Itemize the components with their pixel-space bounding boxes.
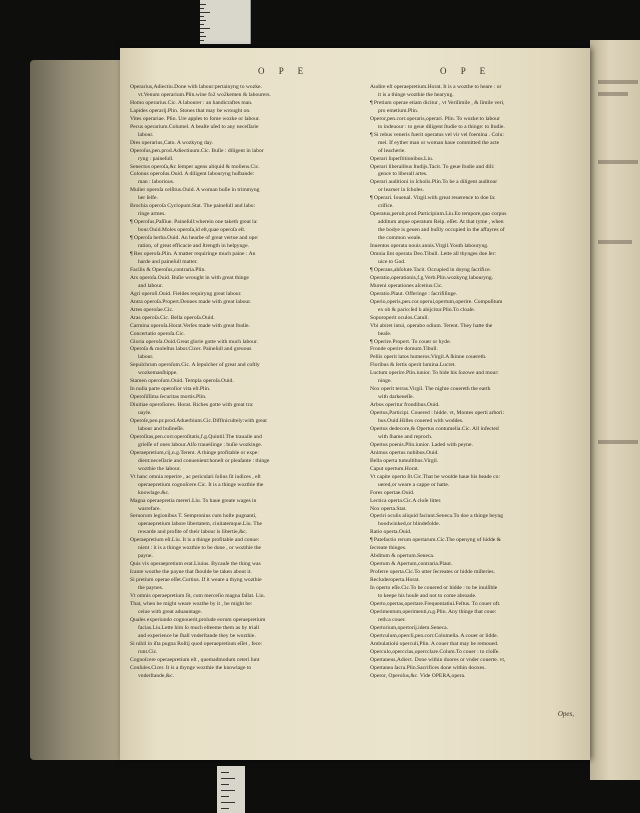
text-line: Operatus,perult.prod.Participium.Liu.Eo tempore,quo corpus — [370, 211, 507, 218]
facing-page — [590, 40, 640, 780]
text-line: Opertus poenis.Plin.iunior. Laded with peyne. — [370, 441, 473, 448]
text-line: Operari auditioni in ſcholis.Plin.To be a diligent auditour — [370, 179, 498, 186]
text-line: knowlage.&c. — [138, 489, 170, 496]
text-line: Dies operarius,Cato. A wozkyng day. — [130, 139, 214, 146]
text-line: pro emetium.Plin. — [378, 107, 419, 114]
text-line: Brochia operoſa Cyclopum.Stat. The paineſull and labo: — [130, 203, 256, 210]
text-line: Caput opertum.Horat. — [370, 465, 419, 472]
text-line: Animus opertus nubibus.Ouid. — [370, 449, 439, 456]
text-line: wozkemanſhippe. — [138, 370, 178, 377]
text-line: Opertus,Participi. Couered : hidde. vt, Montes operti arbori: — [370, 410, 505, 417]
text-line: Opertus dedecore,& Opertus contumelia.Cic. All infected — [370, 425, 499, 432]
text-line: ringe armes. — [138, 211, 166, 218]
text-line: Operor,pen.corr.operaris,operari. Plin. To wozke:to labour — [370, 115, 500, 122]
text-line: In operto eſſe.Cic.To be couered or hidde : to be inuiſible — [370, 585, 498, 592]
text-line: vnderſtande,&c. — [138, 672, 175, 679]
text-line: Operto,opertas,opertare.Frequentatiui.Feſtus. To couer oft. — [370, 600, 501, 607]
text-line: Operor, Operoſus,&c. Vide OPERA,opera. — [370, 672, 466, 679]
text-line: it is a thinge wozthie the hearyng. — [378, 91, 454, 98]
text-line: mel. If eyther man or woman haue committed the acte — [378, 139, 500, 146]
text-line: additum atque operatum Reip. eſſet. At that tyme , when — [378, 219, 504, 226]
text-line: Aras operoſa.Cic. Bella operoſa.Ouid. — [130, 314, 215, 321]
text-line: Si nihil in iſta pugna Roſtij quod operaepretium eſſet , fece: — [130, 640, 263, 647]
text-line: Abditum & opertum.Seneca. — [370, 553, 435, 560]
text-line: Bella operta tumultibus.Virgil. — [370, 457, 439, 464]
text-line: warrefare. — [138, 505, 161, 512]
text-line: or learner in ſcholes. — [378, 187, 424, 194]
text-line: Ambulatiolú operculi,Plin. A couer that may be remoued. — [370, 640, 499, 647]
running-header-right: O P E — [440, 66, 492, 76]
text-line: facias.Liu.Lette him ſo much eſteeme them as by triall — [138, 624, 260, 631]
text-line: Operoſitas,pen.corr.operoſitatis,f.g.Quintil.The trauaile and — [130, 433, 262, 440]
text-line: harde and paineſull matter. — [138, 258, 198, 265]
text-line: Nox operit terras.Virgil. The nighte couereth the earth — [370, 386, 491, 393]
text-line: Opertculum,opercli,pen.corr.Columella. A couer or lidde. — [370, 632, 498, 639]
text-line: gence to liberall artes. — [378, 171, 428, 178]
text-line: Pellis operit latos humeros.Virgil.A ſkinne couereth. — [370, 354, 487, 361]
text-line: uayle. — [138, 410, 152, 417]
text-line: That, when he might weare wozthe by it , he might be: — [130, 600, 253, 607]
text-line: Seruorum legionibus T. Sempronius cum hoſte pugnanti, — [130, 513, 257, 520]
text-line: Operiri oculis aliquid faciunt.Seneca.To doe a thinge beyng — [370, 513, 504, 520]
text-line: Floribus & ſertis operit lumina.Lucret. — [370, 362, 456, 369]
text-line: Gloria operoſa.Ouid.Great glorie gotte with much labour. — [130, 338, 258, 345]
text-line: dient:neceſſarie and conuenient:honeſt or pleaſante : thinge — [138, 457, 270, 464]
text-line: ¶ Si rebus veneris fuerit operatus vel vir vel foemina . Colu: — [370, 131, 504, 138]
text-line: Operimentum,operimenti,n.g.Plin. Any thinge that coue: — [370, 608, 497, 615]
text-line: ſecreate thinges. — [370, 545, 407, 552]
text-line: the paynes. — [138, 585, 164, 592]
text-line: In nulla parte operoſior vita eſt.Plin. — [130, 386, 211, 393]
text-line: the common weale. — [378, 235, 422, 242]
text-line: Antra operoſa.Propert.Dennes made with great labour. — [130, 298, 252, 305]
text-line: Vt hanc omnia reperire , ac periculari ſolius ſit iudices , eſt — [130, 473, 261, 480]
text-line: Operaepretium eſt.Liu. It is a thinge profitable and conue: — [130, 537, 260, 544]
text-line: Audire eſt operaepretium.Horat. It is a wozthe to heare : or — [370, 84, 502, 90]
text-line: Vites operariae. Plin. Ure apples to fome wozke or labour. — [130, 115, 260, 122]
text-line: ninge. — [378, 378, 392, 385]
text-line: Homo operarius.Cic. A labourer : an handicraftes man. — [130, 99, 253, 106]
text-line: wozthie the labour. — [138, 465, 181, 472]
text-line: Ratio operta.Ouid. — [370, 529, 412, 536]
text-line: ¶ Operire.Propert. To couer or hyde. — [370, 338, 451, 345]
text-line: reth:a couer. — [378, 616, 406, 623]
ruler-bottom — [217, 766, 245, 813]
text-line: Operatio.Plaut. Offeringe : ſacrifiſinge. — [370, 290, 458, 297]
text-line: Opertorium,opertorij.idem.Seneca. — [370, 624, 448, 631]
text-line: Inuentus operata nouis annis.Virgil.Youth labouryng. — [370, 243, 489, 250]
text-line: Quis vix operaepretium erat.Liuius. Bycauſe the thing was — [130, 561, 261, 568]
text-line: Operari ſuperſtitionibus.Liu. — [370, 155, 434, 162]
text-line: Operoſa & moleſtus labor.Cicer. Paineſull and greuous — [130, 346, 252, 353]
text-line: Senectus operoſa,&c ſemper agens aliquid & moliens.Cic. — [130, 163, 260, 170]
text-line: Lapides operarij.Plin. Stones that may be wrought on. — [130, 107, 251, 114]
text-line: Diuitiae operoſiores. Horat. Riches gotte with great tra: — [130, 402, 254, 409]
text-line: Concertatio operoſa.Cic. — [130, 330, 185, 337]
text-line: uice to God. — [378, 258, 406, 265]
text-line: beaſe. — [378, 330, 392, 337]
text-line: rewarde and profite of their labour is libertie,&c. — [138, 529, 248, 536]
catchword: Opes, — [557, 710, 574, 718]
text-line: Si pretium operae eſſet.Curtius. If it weare a thyng wozthie — [130, 577, 262, 584]
text-line: Carmina operoſa.Horat.Verſes made with great ſtudie. — [130, 322, 250, 329]
text-line: with darkeneſſe. — [378, 394, 415, 401]
text-line: Mulier operoſa celſitus.Ouid. A woman buſie in trimmyng — [130, 187, 260, 194]
text-line: crifice. — [378, 203, 394, 210]
text-line: ¶ Patefactio rerum opertarum.Cic.The openyng of hidde & — [370, 537, 501, 544]
text-line: Proferre operta.Cic.To utter ſecreates or hidde miſteries. — [370, 569, 495, 576]
text-line: Quales experiundo cognouerit,prolude eorum operaepretium — [130, 616, 266, 623]
text-line: Operoſiſſima ſecuritas mortis.Plin. — [130, 394, 207, 401]
text-line: labour. — [138, 131, 154, 138]
text-line: Operoſus,pen.prod.Adiectiuum.Cic. Buſie : diligent in labor — [130, 147, 264, 154]
text-line: Operoſe,pen.pr.prod.Aduerbium.Cic.Diffinicultely:with great — [130, 418, 267, 425]
text-line: ſcante wozthe the payne that ſhoulde be taken about it. — [130, 569, 252, 576]
text-line: ¶ Operoſus,Paſſiue. Paineſull:wherein one taketh great la: — [130, 219, 258, 226]
text-line: to keepe his houſe and not to come abroade. — [378, 593, 477, 599]
text-line: Opertaneus,Adiect. Done within doores or vnder couerte. vt, — [370, 656, 506, 663]
running-header-left: O P E — [258, 66, 310, 76]
text-line: ¶ Res operoſa.Plin. A matter requiringe much paine : An — [130, 251, 256, 258]
text-line: and labour. — [138, 282, 163, 289]
text-line: Arbos operitur frondibus.Ouid. — [370, 402, 440, 409]
text-line: Vt capite operto ſit.Cic.That he woulde haue his heade co: — [370, 473, 501, 480]
text-line: Luctum operire.Plin.iunior. To hide his ſozowe and mour: — [370, 370, 499, 377]
text-line: grieſſe of ones labour.Alſo traueilinge : buſie wozkinge. — [138, 441, 263, 448]
dictionary-page — [120, 48, 590, 760]
ruler-top — [200, 0, 251, 44]
text-line: Omnia ſint operata Deo.Tibull. Lette all thynges doe ſer: — [370, 251, 496, 258]
text-line: Stamen operoſum.Ouid. Templa operoſa.Ouid. — [130, 378, 234, 385]
text-line: ¶ Operans,abſolute.Tacit. Occupied in doyng ſacrifice. — [370, 266, 491, 273]
text-line: Ars operoſa.Ouid. Buſie wrought in with great thinge — [130, 274, 249, 281]
text-line: uered,or weare a cappe or hatte. — [378, 481, 450, 488]
text-line: Recluderoperta.Horat. — [370, 577, 420, 584]
text-line: Opertanea ſacra.Plin.Sacrifices done within dooxes. — [370, 664, 486, 671]
left-column — [130, 84, 336, 680]
text-line: her ſelfe. — [138, 195, 158, 202]
text-line: bour.Ouid.Moles operoſa,id eſt,quae operoſa eſt. — [138, 227, 246, 234]
text-line: with ſhame and reproch. — [378, 433, 433, 440]
text-line: ceiue with great aduauntage. — [138, 608, 202, 615]
text-line: Artes operoſae.Cic. — [130, 306, 174, 313]
text-line: payne. — [138, 553, 153, 560]
text-line: Operaepretium,cij,n.g.Terent. A thinge profitable or expe: — [130, 449, 259, 456]
text-line: labour. — [138, 354, 154, 361]
text-line: Facilis & Operoſus,contraria.Plin. — [130, 266, 206, 273]
text-line: Mureni operationes aſcetius.Cic. — [370, 282, 443, 289]
text-line: Magna operaepretia mereri.Liu. To haue greate wages in — [130, 497, 257, 504]
text-line: ¶ Pretium operae etiam dicitur , vt Veriſimile , & ſimile veri, — [370, 99, 505, 106]
text-line: Agri operoſi.Ouid. Fieldes requiryng great labour. — [130, 290, 242, 297]
text-line: vt.Venum operarium.Plin.wine fo2 wo2kemen & labourers. — [138, 91, 271, 98]
text-line: Operatio,operationis,f.g.Verb.Plin.wozkyng labouryng. — [370, 274, 494, 281]
text-line: ¶ Operari. Iouenal. Virgil.with great reuerence to doe ſa: — [370, 195, 496, 202]
text-line: Colonus operoſus.Ouid. A diligent labouryng huſbande: — [130, 171, 255, 178]
text-line: Soporoperit oculos.Catull. — [370, 314, 429, 321]
text-line: and experience he ſhall vnderſtande they be wozthie. — [138, 632, 256, 639]
text-line: the bodye is geuen and buſily occupied in the affayres of — [378, 227, 505, 234]
text-line: Lectica operta.Cic.A cloſe litter. — [370, 497, 442, 504]
text-line: man : laborious. — [138, 179, 175, 186]
text-line: operaepretium labore libertatem, ciuitatemque.Liu. The — [138, 521, 262, 528]
text-line: Operculo,opercclas,opercclare.Colum.To couer : to cloſſe. — [370, 648, 500, 655]
text-line: ryng : paineſull. — [138, 155, 174, 162]
text-line: Vt omnis operaepretium ſit, cum merceſio magna fallat. Liu. — [130, 593, 265, 599]
text-line: Fronde operire domum.Tibull. — [370, 346, 438, 353]
text-line: ration, of great efficacie and ſtrength in helpynge. — [138, 243, 249, 250]
right-column — [370, 84, 576, 680]
text-line: Conſules.Cicer. It is a thynge wozthie the knowlage to — [130, 664, 252, 671]
text-line: Operio,operis,pen.cor.operui,opertum,operire. Compoſitum — [370, 298, 503, 305]
text-line: bus.Ouid.Hilles couered with woddes. — [378, 418, 464, 425]
text-line: Vbi abiret intui, operabo odium. Terent. They hatte the — [370, 322, 493, 329]
text-line: Operarius,Adiectiu.Done with labour:pertainyng to wozke. — [130, 84, 262, 90]
text-line: Nox operta.Stat. — [370, 505, 407, 512]
text-line: ¶ Operoſa herba.Ouid. An hearbe of great vertue and ope: — [130, 235, 259, 242]
text-line: Fores opertae.Ouid. — [370, 489, 415, 496]
text-line: ex ob & pario:ſed h abijcitur.Plin.To cloaſe. — [378, 306, 476, 313]
text-line: of leacherie. — [378, 147, 406, 154]
text-line: Pecus operarium.Columel. A beaſte uſed to any neceſſarie — [130, 123, 259, 130]
text-line: Sepulchrum operoſum.Cic. A ſepulcher of great and coſtly — [130, 362, 260, 369]
text-line: operaepretium cognoſcere.Cic. It is a thinge wozthie the — [138, 481, 264, 488]
text-line: nient : it is a thinge wozthie to be done , or wozthie the — [138, 545, 262, 552]
text-line: Cognoſcere operaepretium eſt , quemadmodum ceteri ſunt — [130, 656, 260, 663]
text-line: hoodwinked,or blindefolde. — [378, 521, 440, 528]
page-edge-stack — [30, 60, 130, 760]
text-line: Opertum & Apertum,contraria.Plaut. — [370, 561, 453, 568]
text-line: to indeuour : to geue diligent ſtudie to a thinge: to ſtudie. — [378, 123, 505, 130]
text-line: labour and buſineſſe. — [138, 425, 185, 432]
text-line: runt.Cic. — [138, 648, 158, 655]
text-line: Operari liberalibus ſtudijs.Tacit. To geue ſtudie and dili: — [370, 163, 495, 170]
